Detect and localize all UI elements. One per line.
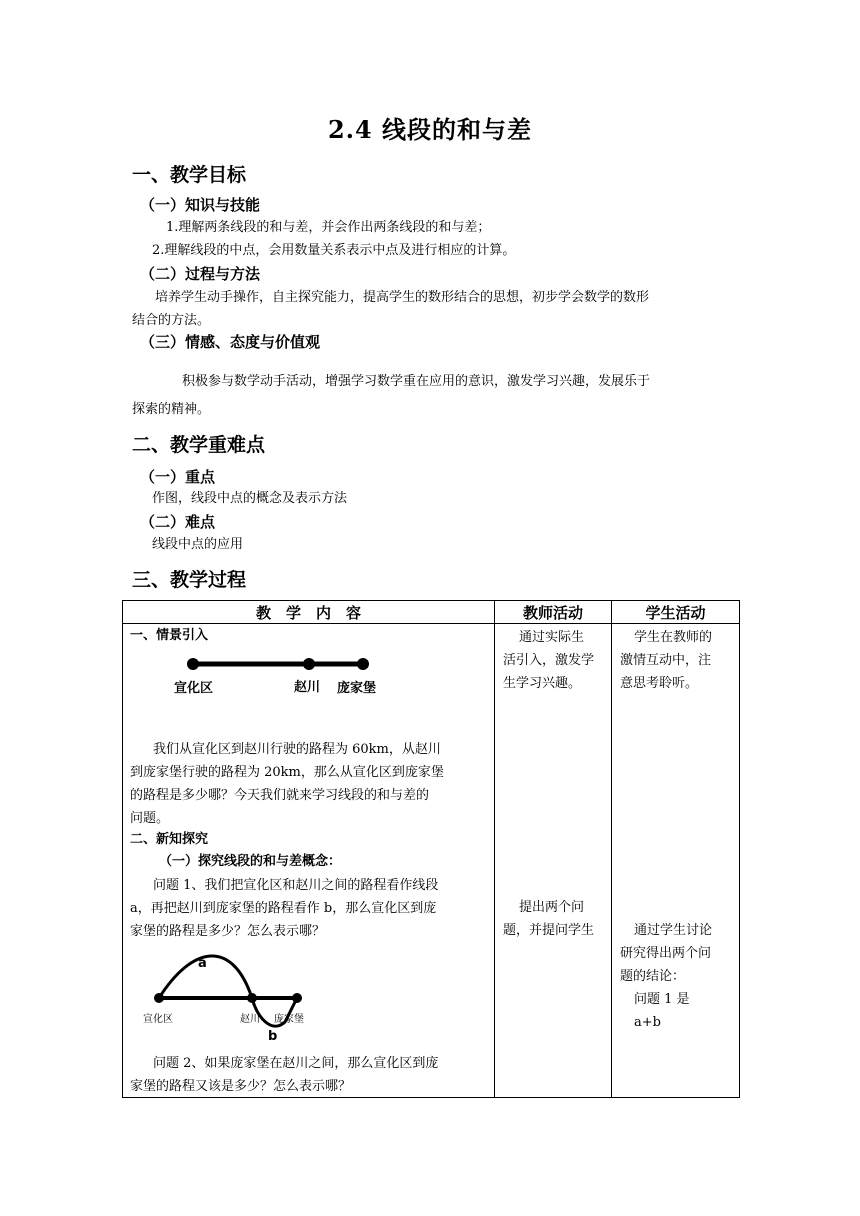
student-activity-cell [612,624,740,1098]
intro-paragraph-line2: 到庞家堡行驶的路程为 20km，那么从宣化区到庞家堡 [130,765,444,780]
section-heading-key-points: 二、教学重难点 [132,434,266,456]
attitude-text-line2: 探索的精神。 [132,402,211,417]
student-activity-2-line3: 题的结论： [620,969,686,984]
point-zhaochuan-2 [247,993,257,1003]
question1-line3: 家堡的路程是多少？怎么表示哪？ [130,924,326,939]
point-pangjiabao [357,658,369,670]
student-activity-2-line1: 通过学生讨论 [634,923,713,938]
part1-title: 一、情景引入 [130,628,209,643]
student-activity-2-line4: 问题 1 是 [634,992,690,1007]
label-b: b [268,1029,278,1042]
intro-paragraph-line1: 我们从宣化区到赵川行驶的路程为 60km，从赵川 [153,742,441,757]
teacher-activity-1-line2: 活引入，激发学 [503,653,595,668]
subheading-knowledge-skills: （一）知识与技能 [140,196,261,214]
content-cell [123,624,495,1098]
question1-line2: a，再把赵川到庞家堡的路程看作 b，那么宣化区到庞 [130,901,437,916]
segment-sum-diagram [137,946,337,1042]
student-activity-2-line2: 研究得出两个问 [620,946,712,961]
label-zhaochuan-2: 赵川 [240,1014,260,1025]
section-heading-objectives: 一、教学目标 [132,164,247,186]
header-student-activity: 学生活动 [612,601,740,624]
teacher-activity-cell [495,624,612,1098]
sub1-title: （一）探究线段的和与差概念： [159,854,342,869]
table-header-row [123,601,740,624]
document-title: 2.4 线段的和与差 [327,115,533,144]
point-xuanhua [187,658,199,670]
label-pangjiabao: 庞家堡 [337,681,377,696]
label-pangjiabao-2: 庞家堡 [274,1014,304,1025]
lesson-table [122,600,740,1098]
table-row [123,624,740,1098]
label-xuanhua-2: 宣化区 [143,1014,173,1025]
question1-line1: 问题 1、我们把宣化区和赵川之间的路程看作线段 [153,878,439,893]
teacher-activity-1-line3: 生学习兴趣。 [503,676,582,691]
label-zhaochuan: 赵川 [294,680,321,695]
key-point-text: 作图，线段中点的概念及表示方法 [152,491,348,506]
subheading-process-methods: （二）过程与方法 [140,265,261,283]
section-heading-process: 三、教学过程 [132,569,247,591]
process-text-line1: 培养学生动手操作，自主探究能力，提高学生的数形结合的思想，初步学会数学的数形 [155,290,650,305]
label-xuanhua: 宣化区 [174,681,214,696]
student-activity-1-line3: 意思考聆听。 [620,676,699,691]
student-activity-1-line2: 激情互动中，注 [620,653,712,668]
teacher-activity-2-line2: 题，并提问学生 [503,923,595,938]
objective-item-2: 2.理解线段的中点，会用数量关系表示中点及进行相应的计算。 [152,243,516,258]
teacher-activity-1-line1: 通过实际生 [519,630,585,645]
point-xuanhua-2 [154,993,164,1003]
subheading-difficulty: （二）难点 [140,513,216,531]
objective-item-1: 1.理解两条线段的和与差，并会作出两条线段的和与差； [166,220,491,235]
student-activity-1-line1: 学生在教师的 [634,630,713,645]
difficulty-text: 线段中点的应用 [152,537,244,552]
label-a: a [198,956,207,971]
intro-paragraph-line4: 问题。 [130,811,170,826]
attitude-text-line1: 积极参与数学动手活动，增强学习数学重在应用的意识，激发学习兴趣，发展乐于 [182,374,651,389]
intro-paragraph-line3: 的路程是多少哪？今天我们就来学习线段的和与差的 [130,788,430,803]
subheading-attitude-values: （三）情感、态度与价值观 [140,333,321,351]
student-activity-2-line5: a+b [634,1015,661,1030]
question2-line2: 家堡的路程又该是多少？怎么表示哪？ [130,1079,352,1094]
route-diagram-1 [173,650,403,702]
point-zhaochuan [303,658,315,670]
process-text-line2: 结合的方法。 [132,313,211,328]
header-teacher-activity: 教师活动 [495,601,612,624]
part2-title: 二、新知探究 [130,832,209,847]
point-pangjiabao-2 [292,993,302,1003]
teacher-activity-2-line1: 提出两个问 [519,900,585,915]
question2-line1: 问题 2、如果庞家堡在赵川之间，那么宣化区到庞 [153,1056,439,1071]
subheading-key-point: （一）重点 [140,468,216,486]
header-content: 教 学 内 容 [123,601,495,624]
